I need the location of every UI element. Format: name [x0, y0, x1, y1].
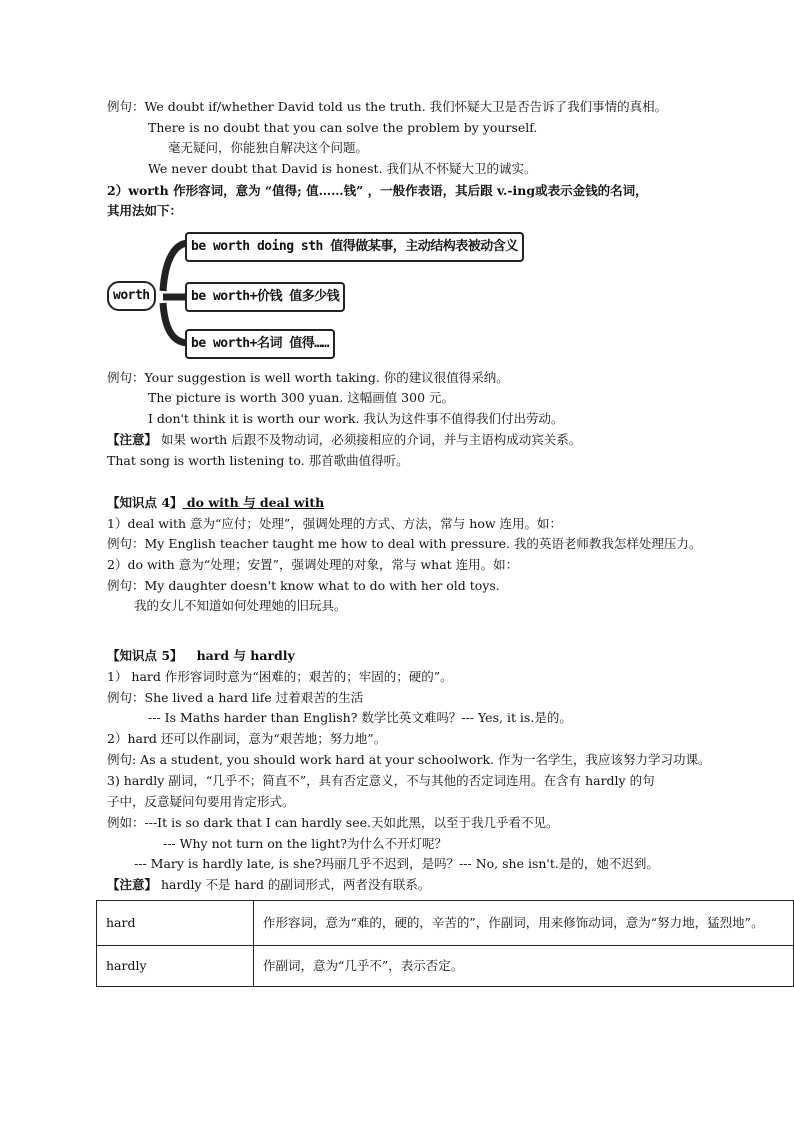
text-line: 2）hard 还可以作副词，意为“艰苦地；努力地”。 [107, 731, 387, 746]
example-translation: 毫无疑问，你能独自解决这个问题。 [168, 140, 369, 155]
example-line: 例句：We doubt if/whether David told us the truth. 我们怀疑大卫是否告诉了我们事情的真相。 [107, 99, 668, 114]
example-line: 例句：My English teacher taught me how to deal with pressure. 我的英语老师教我怎样处理压力。 [107, 536, 702, 551]
example-line: --- Why not turn on the light?为什么不开灯呢？ [163, 836, 447, 851]
text-line: 1）deal with 意为“应付；处理”，强调处理的方式、方法，常与 how 连用。如： [107, 516, 563, 531]
example-translation: 我的女儿不知道如何处理她的旧玩具。 [134, 598, 347, 613]
diagram-branch-node: be worth+价钱 值多少钱 [185, 282, 345, 312]
hard-hardly-table [96, 900, 794, 987]
example-line: That song is worth listening to. 那首歌曲值得听。 [107, 453, 409, 468]
example-line: 例句: As a student, you should work hard at your schoolwork. 作为一名学生，我应该努力学习功课。 [107, 752, 711, 767]
example-line: --- Mary is hardly late, is she?玛丽几乎不迟到，是吗？--- No, she isn't.是的，她不迟到。 [134, 856, 659, 871]
example-line: 例句：Your suggestion is well worth taking. 你的建议很值得采纳。 [107, 370, 509, 385]
text-line: 子中，反意疑问句要用肯定形式。 [107, 794, 295, 809]
diagram-branch-node: be worth doing sth 值得做某事，主动结构表被动含义 [185, 232, 524, 262]
diagram-root-node: worth [107, 281, 156, 311]
diagram-branch-node: be worth+名词 值得…… [185, 329, 335, 359]
example-line: 例句：My daughter doesn't know what to do with her old toys. [107, 578, 500, 593]
example-line: 例句：She lived a hard life 过着艰苦的生活 [107, 690, 364, 705]
text-line: 2）do with 意为“处理；安置”，强调处理的对象，常与 what 连用。如： [107, 557, 519, 572]
example-line: We never doubt that David is honest. 我们从不怀疑大卫的诚实。 [148, 161, 537, 176]
example-line: I don't think it is worth our work. 我认为这件事不值得我们付出劳动。 [148, 411, 564, 426]
table-row [97, 901, 794, 946]
section-heading: 其用法如下： [107, 203, 183, 218]
example-line: --- Is Maths harder than English? 数学比英文难吗？--- Yes, it is.是的。 [148, 710, 572, 725]
table-row [97, 946, 794, 987]
section-heading: 【知识点 5】 hard 与 hardly [107, 648, 295, 663]
example-line: The picture is worth 300 yuan. 这幅画值 300 元。 [148, 390, 455, 405]
section-heading: 2）worth 作形容词，意为 “值得; 值……钱” ，一般作表语，其后跟 v.-ing或表示金钱的名词， [107, 183, 648, 198]
example-line: 例如：---It is so dark that I can hardly see.天如此黑，以至于我几乎看不见。 [107, 815, 559, 830]
table-cell-desc: 作副词，意为“几乎不”，表示否定。 [254, 946, 794, 987]
worth-usage-diagram [105, 229, 595, 363]
table-cell-desc: 作形容词，意为“难的，硬的，辛苦的”，作副词，用来修饰动词，意为“努力地，猛烈地”。 [254, 901, 794, 946]
text-line: 1） hard 作形容词时意为“困难的；艰苦的；牢固的；硬的”。 [107, 669, 453, 684]
section-heading: 【知识点 4】 do with 与 deal with [107, 495, 325, 510]
table-cell-word: hardly [97, 946, 254, 987]
note-line: 【注意】 hardly 不是 hard 的副词形式，两者没有联系。 [107, 877, 431, 892]
table-cell-word: hard [97, 901, 254, 946]
text-line: 3) hardly 副词，“几乎不；简直不”，具有否定意义，不与其他的否定词连用。在含有 hardly 的句 [107, 773, 655, 788]
note-line: 【注意】 如果 worth 后跟不及物动词，必须接相应的介词，并与主语构成动宾关系。 [107, 432, 582, 447]
example-line: There is no doubt that you can solve the problem by yourself. [148, 120, 538, 135]
